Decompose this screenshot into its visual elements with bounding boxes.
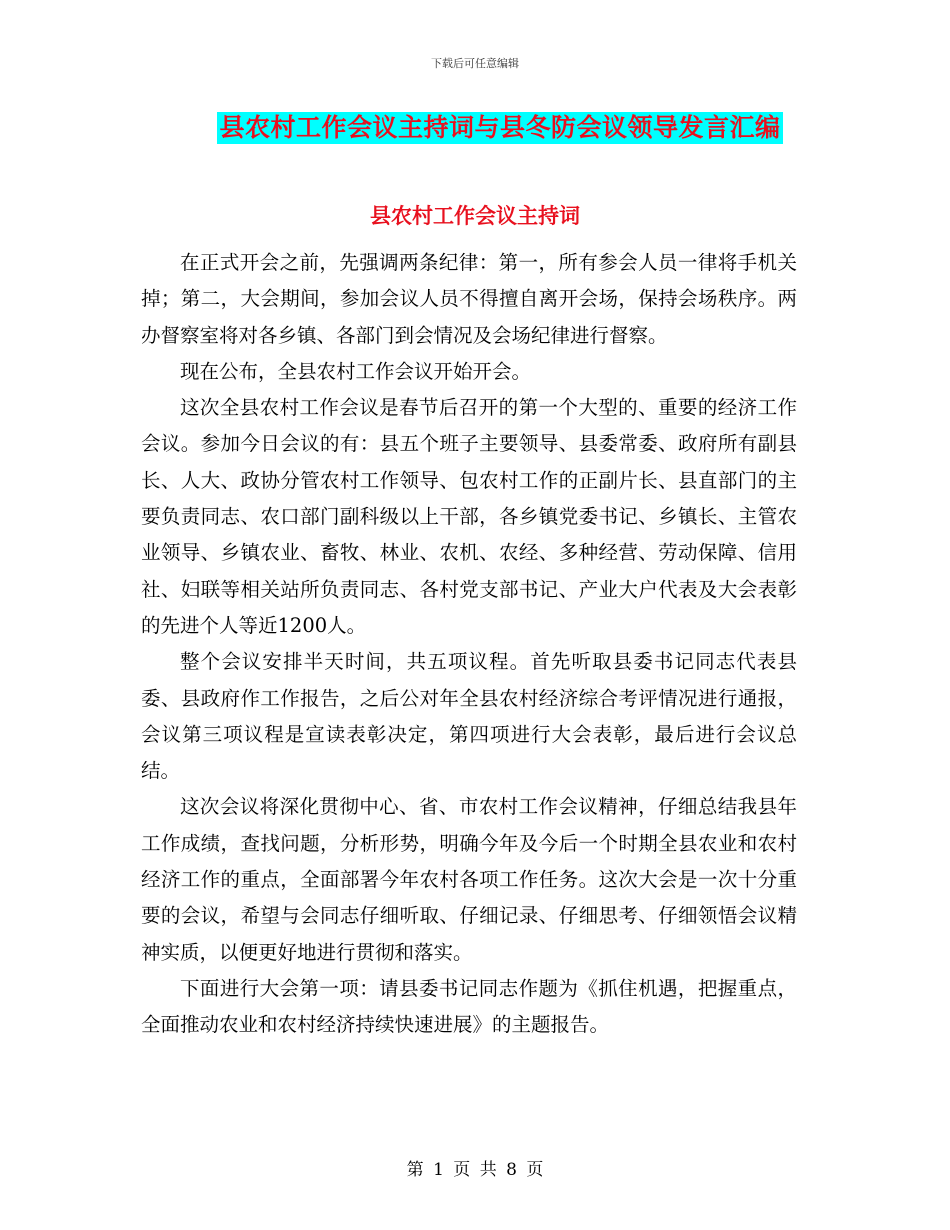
paragraph-opening: 现在公布，全县农村工作会议开始开会。 [180, 359, 532, 383]
main-title: 县农村工作会议主持词与县冬防会议领导发言汇编 [219, 113, 781, 142]
body-text [141, 245, 797, 1044]
paragraph-first-item: 下面进行大会第一项：请县委书记同志作题为《抓住机遇，把握重点，全面推动农业和农村经济持续快速进展》的主题报告。 [141, 976, 797, 1037]
paragraph-discipline: 在正式开会之前，先强调两条纪律：第一，所有参会人员一律将手机关掉；第二，大会期间，参加会议人员不得擅自离开会场，保持会场秩序。两办督察室将对各乡镇、各部门到会情况及会场纪律进行督察。 [141, 251, 797, 347]
paragraph-purpose: 这次会议将深化贯彻中心、省、市农村工作会议精神，仔细总结我县年工作成绩，查找问题，分析形势，明确今年及今后一个时期全县农业和农村经济工作的重点，全面部署今年农村各项工作任务。这次大会是一次十分重要的会议，希望与会同志仔细听取、仔细记录、仔细思考、仔细领悟会议精神实质，以便更好地进行贯彻和落实。 [141, 795, 797, 964]
paragraph-attendees: 这次全县农村工作会议是春节后召开的第一个大型的、重要的经济工作会议。参加今日会议的有：县五个班子主要领导、县委常委、政府所有副县长、人大、政协分管农村工作领导、包农村工作的正副片长、县直部门的主要负责同志、农口部门副科级以上干部，各乡镇党委书记、乡镇长、主管农业领导、乡镇农业、畜牧、林业、农机、农经、多种经营、劳动保障、信用社、妇联等相关站所负责同志、各村党支部书记、产业大户代表及大会表彰的先进个人等近1200人。 [141, 396, 797, 637]
page-header-note: 下载后可任意编辑 [431, 57, 519, 70]
main-title-container [0, 112, 950, 144]
section-title: 县农村工作会议主持词 [370, 203, 580, 228]
paragraph-agenda: 整个会议安排半天时间，共五项议程。首先听取县委书记同志代表县委、县政府作工作报告，之后公对年全县农村经济综合考评情况进行通报，会议第三项议程是宣读表彰决定，第四项进行大会表彰，最后进行会议总结。 [141, 650, 797, 783]
page-number-footer: 第 1 页 共 8 页 [406, 1160, 544, 1180]
